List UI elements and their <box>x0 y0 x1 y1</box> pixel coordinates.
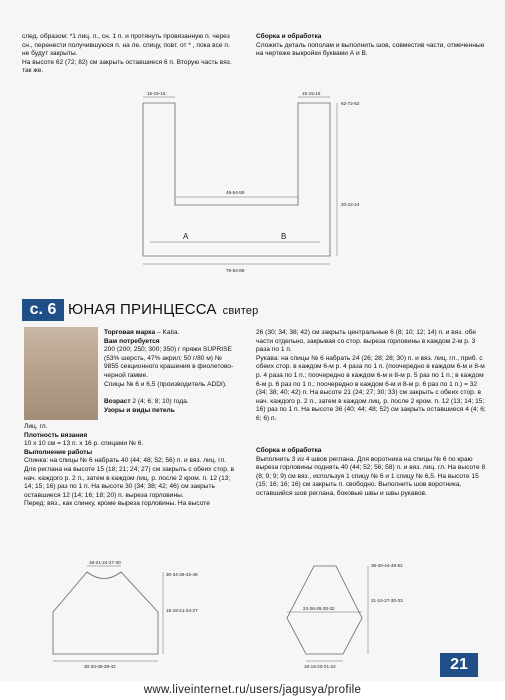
top-left-paragraph: след. образом: *1 лиц. п., сн. 1 п. и протянуть провязанную п. через сн., перенести получившуюся п. на ле. спицу, повт. от * , пока все п. не будут закрыты. На высоте 62 (72; 82) см закрыть оставшиеся 6 п. Вторую часть вяз. так же. <box>22 33 232 75</box>
sleeve-dim-mid: 24-26-28-30-32 <box>303 606 335 611</box>
patterns-text: Лиц. гл. <box>24 423 48 430</box>
model-photo <box>24 327 98 420</box>
section-subtitle: свитер <box>222 305 259 317</box>
sweater-body-diagram <box>53 566 163 661</box>
brand-line <box>104 329 236 338</box>
patterns-heading: Узоры и виды петель <box>104 406 175 414</box>
label-a: A <box>183 232 189 241</box>
work-text: Спинка: на спицы № 6 набрать 40 (44; 48; 52; 56) п. и вяз. лиц. гл. Для реглана на высоте 15 (18; 21; 24; 27) см закрыть с обеих стор. в нач. каждого р. 2 п., затем в каждом лиц. р. после 2 кром. п. 12 (13; 14; 15; 16) раз по 1 п. На высоте 30 (34; 38; 42; 46) см закрыть оставшиеся 12 (14; 16; 18; 20) п. выреза горловины. Перед: вяз., как спинку, кроме выреза горловины. На высоте <box>24 457 235 508</box>
u-shape-outline <box>143 103 330 256</box>
sleeve-dim-bottom: 18-19-20-21-22 <box>304 664 336 669</box>
top-right-heading: Сборка и обработка <box>256 33 322 40</box>
assembly-heading: Сборка и обработка <box>256 447 322 454</box>
sleeve-dim-right-mid: 21-24-27-30-33 <box>371 598 403 603</box>
brand-label: Торговая марка <box>104 329 156 336</box>
age-value: 2 (4; 6; 8; 10) года. <box>130 398 189 405</box>
top-right-paragraph: Сложить деталь пополам и выполнить шов, совместив части, отмеченные на чертеже выкройки буквами А и В. <box>256 41 485 58</box>
assembly-text: Выполнить 3 из 4 швов реглана. Для воротника на спицы № 6 по краю выреза горловины поднять 40 (44; 52; 56; 58) п. и вяз. лиц. гл. На высоте 8 (8; 9; 9; 9) см вяз., используя 1 спицу № 6 и 1 спицу № 6,5. На высоте 15 (15; 16; 16; 16) см закрыть п. свободно. Выполнить шов воротника, оставшийся шов реглана, боковые швы и швы рукавов. <box>256 455 486 497</box>
dim-left-top: 15-15-15 <box>147 91 166 96</box>
body-dim-right-mid: 15-18-21-24-27 <box>166 608 198 613</box>
dim-bottom: 79-84-89 <box>226 268 245 273</box>
dim-right-side: 20-22-24 <box>341 202 360 207</box>
brand-value: – Katia. <box>155 329 180 336</box>
body-outline <box>53 572 158 654</box>
dim-right-top: 15-15-15 <box>302 91 321 96</box>
work-heading: Выполнение работы <box>24 448 93 456</box>
label-b: B <box>281 232 287 241</box>
sleeve-dim-right-top: 36-40-44-48-52 <box>371 563 403 568</box>
sleeve-diagram <box>287 566 368 661</box>
dim-right-top-side: 62-72-82 <box>341 101 360 106</box>
body-dim-top: 18-21-24-27-30 <box>89 560 121 565</box>
density-heading: Плотность вязания <box>24 431 88 439</box>
u-shape-diagram <box>143 97 337 264</box>
section-title <box>68 299 258 321</box>
section-header <box>22 299 488 321</box>
density-text: 10 х 10 см = 13 п. х 16 р. спицами № 6. <box>24 440 144 448</box>
body-dim-right-top: 30-34-38-42-46 <box>166 572 198 577</box>
need-heading: Вам потребуется <box>104 337 160 345</box>
right-text-1: 26 (30; 34; 38; 42) см закрыть центральные 6 (8; 10; 12; 14) п. и вяз. обе части отдельно, закрывая со стор. выреза горловины в каждом 2-м р. 3 раза по 1 п. Рукава: на спицы № 6 набрать 24 (26; 28; 28; 30) п. и вяз. лиц. гл., приб. с обеих стор. в каждом 6-м р. 4 раза по 1 п. (поочередно в каждом 6-м и 8-м р. 4 раза по 1 п.; поочередно в каждом 6-м и 8-м р. 5 раз по 1 п.; в каждом 6-м р. 6 раз по 1 п.; поочередно в каждом 6-м и 8-м р. 6 раз по 1 п.) = 32 (34; 38; 40; 42) п. На высоте 21 (24; 27; 30; 33) см закрыть с обеих стор. в нач. каждого р. 2 п., затем в каждом лиц. р. после 2 кром. п. 12 (13; 14; 15; 16) раз по 1 п. На высоте 36 (40; 44; 48; 52) см закрыть оставшиеся 4 (4; 6; 6; 6) п. <box>256 329 486 422</box>
need-text: 200 (200; 250; 300; 350) г пряжи SUPRISE (53% шерсть, 47% акрил; 50 г/80 м) № 9855 секционного крашения в фиолетово-черной гамме. Спицы № 6 и 6,5 (производитель ADDI). <box>104 346 234 388</box>
section-title-text: ЮНАЯ ПРИНЦЕССА <box>68 301 217 318</box>
dim-inner-width: 49-54-59 <box>226 190 245 195</box>
section-number: с. 6 <box>22 299 64 321</box>
body-dim-bottom: 30-33-36-39-42 <box>84 664 116 669</box>
age-label: Возраст <box>104 398 131 405</box>
age-line <box>104 398 236 407</box>
watermark-url[interactable]: www.liveinternet.ru/users/jagusya/profile <box>0 681 505 700</box>
page-number: 21 <box>440 653 478 677</box>
